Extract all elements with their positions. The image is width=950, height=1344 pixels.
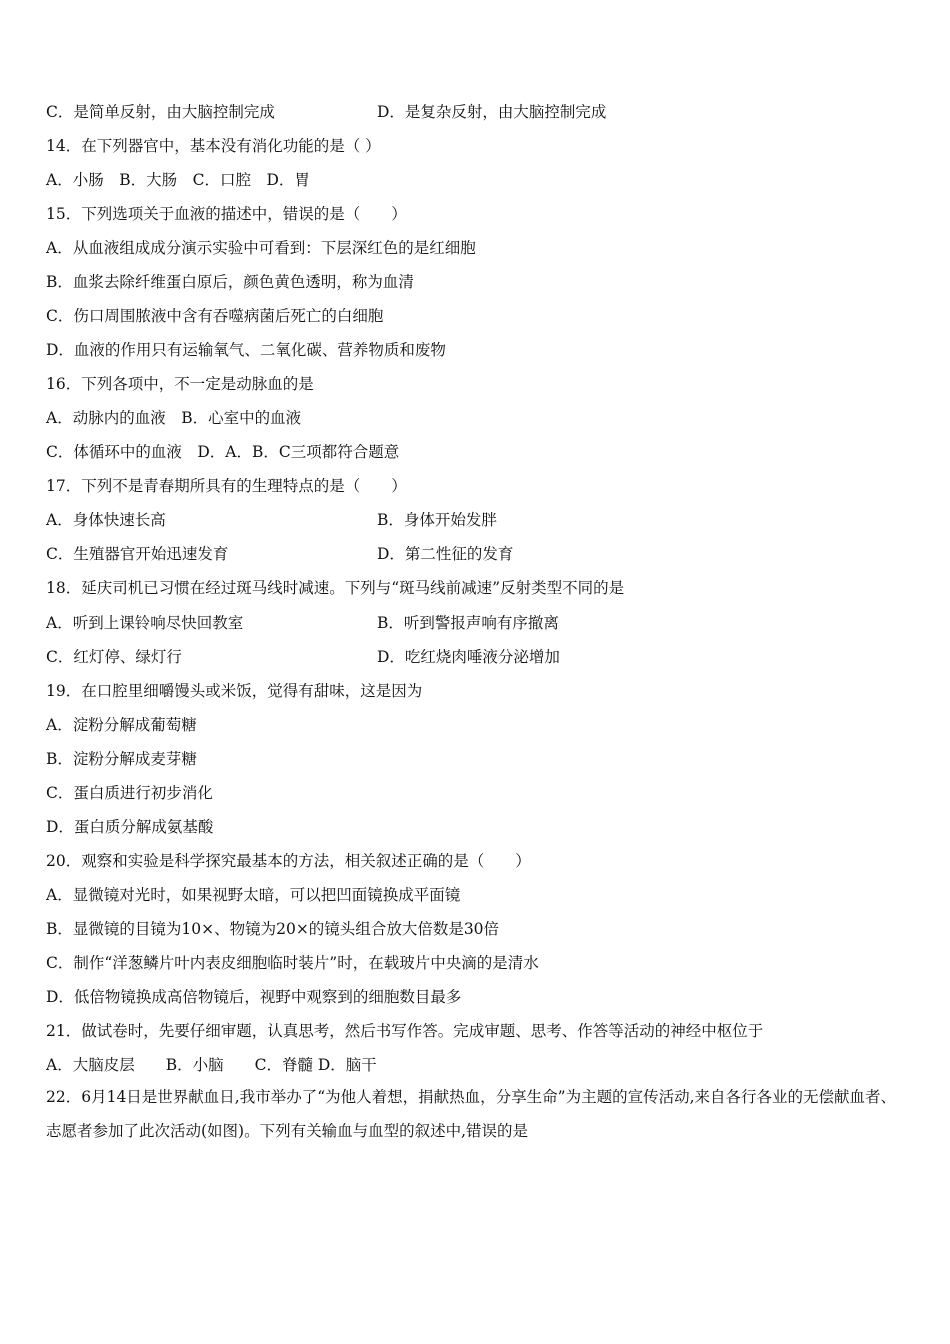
q15-option-a: A．从血液组成成分演示实验中可看到：下层深红色的是红细胞 <box>46 239 476 257</box>
q14-stem: 14．在下列器官中，基本没有消化功能的是（ ） <box>46 137 381 155</box>
q16-stem: 16．下列各项中，不一定是动脉血的是 <box>46 375 314 393</box>
q17-option-c: C．生殖器官开始迅速发育 <box>46 545 229 563</box>
q17-stem: 17．下列不是青春期所具有的生理特点的是（ ） <box>46 477 407 495</box>
q15-stem: 15．下列选项关于血液的描述中，错误的是（ ） <box>46 205 407 223</box>
q19-option-a: A．淀粉分解成葡萄糖 <box>46 716 197 734</box>
q22-stem: 22．6月14日是世界献血日,我市举办了“为他人着想，捐献热血，分享生命”为主题的宣传活动,来自各行各业的无偿献血者、志愿者参加了此次活动(如图)。下列有关输血与血型的叙述中,错误的是 <box>46 1088 897 1140</box>
q14-options: A．小肠 B．大肠 C．口腔 D．胃 <box>46 171 310 189</box>
q17-option-b: B．身体开始发胖 <box>377 511 497 529</box>
q19-option-b: B．淀粉分解成麦芽糖 <box>46 750 197 768</box>
q19-stem: 19．在口腔里细嚼馒头或米饭，觉得有甜味，这是因为 <box>46 682 423 700</box>
q18-stem: 18．延庆司机已习惯在经过斑马线时减速。下列与“斑马线前减速”反射类型不同的是 <box>46 579 625 597</box>
q20-option-b: B．显微镜的目镜为10×、物镜为20×的镜头组合放大倍数是30倍 <box>46 920 500 938</box>
q18-option-c: C．红灯停、绿灯行 <box>46 648 182 666</box>
q19-option-d: D．蛋白质分解成氨基酸 <box>46 818 214 836</box>
q17-option-d: D．第二性征的发育 <box>377 545 514 563</box>
q20-option-d: D．低倍物镜换成高倍物镜后，视野中观察到的细胞数目最多 <box>46 988 462 1006</box>
q18-option-a: A．听到上课铃响尽快回教室 <box>46 614 244 632</box>
q16-options-cd: C．体循环中的血液 D．A．B．C三项都符合题意 <box>46 443 400 461</box>
q15-option-d: D．血液的作用只有运输氧气、二氧化碳、营养物质和废物 <box>46 341 446 359</box>
q15-option-c: C．伤口周围脓液中含有吞噬病菌后死亡的白细胞 <box>46 307 384 325</box>
q13-option-c: C．是简单反射，由大脑控制完成 <box>46 103 275 121</box>
q20-stem: 20．观察和实验是科学探究最基本的方法，相关叙述正确的是（ ） <box>46 852 531 870</box>
q20-option-c: C．制作“洋葱鳞片叶内表皮细胞临时装片”时，在载玻片中央滴的是清水 <box>46 954 539 972</box>
q21-options: A．大脑皮层 B．小脑 C．脊髓 D．脑干 <box>46 1056 377 1074</box>
q18-option-b: B．听到警报声响有序撤离 <box>377 614 559 632</box>
q21-stem: 21．做试卷时，先要仔细审题，认真思考，然后书写作答。完成审题、思考、作答等活动的神经中枢位于 <box>46 1022 764 1040</box>
q16-options-ab: A．动脉内的血液 B．心室中的血液 <box>46 409 302 427</box>
q18-option-d: D．吃红烧肉唾液分泌增加 <box>377 648 560 666</box>
q15-option-b: B．血浆去除纤维蛋白原后，颜色黄色透明，称为血清 <box>46 273 414 291</box>
q17-option-a: A．身体快速长高 <box>46 511 166 529</box>
q19-option-c: C．蛋白质进行初步消化 <box>46 784 213 802</box>
q20-option-a: A．显微镜对光时，如果视野太暗，可以把凹面镜换成平面镜 <box>46 886 461 904</box>
q13-option-d: D．是复杂反射，由大脑控制完成 <box>377 103 607 121</box>
